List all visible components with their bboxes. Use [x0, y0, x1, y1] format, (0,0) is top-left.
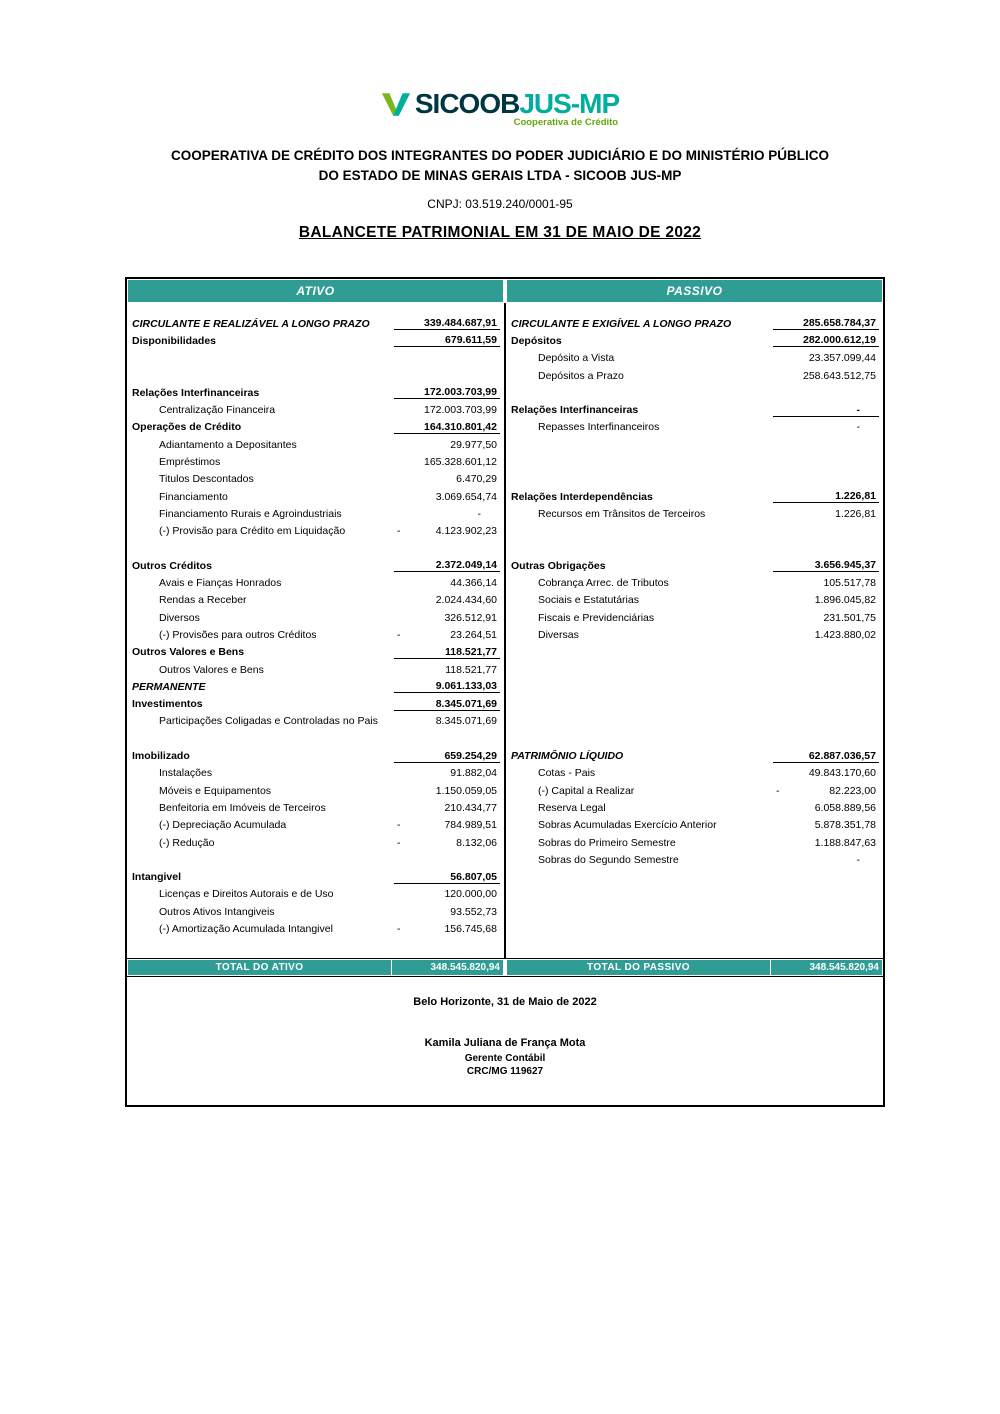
account-label: (-) Redução [159, 836, 215, 849]
account-label: Financiamento Rurais e Agroindustriais [159, 507, 342, 520]
account-value [394, 594, 500, 606]
account-value [394, 559, 500, 572]
ativo-row-0 [129, 315, 500, 332]
account-label: Recursos em Trânsitos de Terceiros [538, 507, 706, 520]
account-label: Imobilizado [132, 750, 190, 763]
account-value [773, 594, 879, 606]
account-label: Cotas - Pais [538, 767, 596, 780]
account-label: PATRIMÔNIO LÍQUIDO [511, 750, 624, 763]
ativo-row-26 [129, 765, 500, 782]
account-value [394, 715, 500, 727]
ativo-row-11 [129, 505, 500, 522]
value-text: 784.989,51 [444, 819, 497, 832]
ativo-row-18 [129, 626, 500, 643]
value-text: 120.000,00 [444, 888, 497, 901]
ativo-row-34 [129, 903, 500, 920]
ativo-row-25 [129, 747, 500, 764]
ativo-row-1 [129, 332, 500, 349]
account-label: Relações Interdependências [511, 490, 653, 503]
ativo-row-20 [129, 661, 500, 678]
value-text: 5.878.351,78 [814, 819, 876, 832]
passivo-row-9 [508, 471, 879, 488]
passivo-row-10 [508, 488, 879, 505]
total-ativo [128, 960, 503, 975]
ativo-row-5 [129, 401, 500, 418]
account-label: Depósitos [511, 334, 562, 347]
value-text: 659.254,29 [444, 749, 497, 762]
account-value [394, 906, 500, 918]
account-value [394, 317, 500, 330]
account-label: Disponibilidades [132, 334, 217, 347]
account-value [773, 819, 879, 831]
account-value [394, 456, 500, 468]
value-text: 56.807,05 [450, 870, 497, 883]
account-value [773, 837, 879, 849]
passivo-row-20 [508, 661, 879, 678]
account-value [394, 439, 500, 451]
account-value [394, 491, 500, 503]
passivo-row-26 [508, 765, 879, 782]
passivo-row-25 [508, 747, 879, 764]
account-value [394, 612, 500, 624]
total-passivo [507, 960, 882, 975]
account-value [773, 629, 879, 641]
account-value [773, 559, 879, 572]
account-label: PERMANENTE [132, 680, 206, 693]
value-text: 118.521,77 [445, 645, 497, 658]
minus-sign: - [397, 819, 401, 832]
value-text: 44.366,14 [450, 577, 497, 590]
passivo-row-22 [508, 696, 879, 713]
value-text: 2.024.434,60 [435, 594, 497, 607]
account-label: (-) Capital a Realizar [538, 784, 635, 797]
ativo-row-12 [129, 523, 500, 540]
signatory-registration: CRC/MG 119627 [466, 1065, 544, 1077]
account-label: Centralização Financeira [159, 404, 276, 417]
account-label: Depósito a Vista [538, 352, 615, 365]
value-text: 210.434,77 [444, 801, 497, 814]
account-label: Adiantamento a Depositantes [159, 438, 297, 451]
passivo-row-16 [508, 592, 879, 609]
account-label: Repasses Interfinanceiros [538, 421, 660, 434]
ativo-row-7 [129, 436, 500, 453]
ativo-row-24 [129, 730, 500, 747]
minus-sign: - [397, 923, 401, 936]
ativo-row-21 [129, 678, 500, 695]
ativo-row-8 [129, 453, 500, 470]
account-label: Rendas a Receber [159, 594, 247, 607]
account-label: Avais e Fianças Honrados [159, 577, 282, 590]
account-label: Empréstimos [159, 456, 221, 469]
ativo-column [127, 303, 506, 958]
ativo-row-15 [129, 574, 500, 591]
ativo-row-16 [129, 592, 500, 609]
ativo-row-33 [129, 886, 500, 903]
account-value [773, 767, 879, 779]
account-value [394, 785, 500, 797]
passivo-row-35 [508, 920, 879, 937]
account-label: Depósitos a Prazo [538, 369, 624, 382]
organization-name-line2: DO ESTADO DE MINAS GERAIS LTDA - SICOOB JUS-MP [318, 168, 682, 183]
ativo-row-32 [129, 869, 500, 886]
value-text: - [856, 403, 860, 416]
account-value [773, 334, 879, 347]
account-value [394, 819, 500, 831]
logo [0, 88, 1000, 128]
ativo-row-35 [129, 920, 500, 937]
account-value [773, 404, 879, 417]
account-value [394, 888, 500, 900]
account-value [394, 386, 500, 399]
passivo-row-31 [508, 851, 879, 868]
account-label: (-) Provisão para Crédito em Liquidação [159, 525, 346, 538]
account-label: Benfeitoria em Imóveis de Terceiros [159, 801, 326, 814]
value-text: 165.328.601,12 [424, 456, 497, 469]
value-text: 1.226,81 [835, 490, 876, 503]
account-value [773, 577, 879, 589]
account-value [394, 334, 500, 347]
passivo-row-5 [508, 401, 879, 418]
total-passivo-label: TOTAL DO PASSIVO [587, 961, 690, 973]
passivo-row-7 [508, 436, 879, 453]
account-value [773, 352, 879, 364]
value-text: 118.521,77 [445, 663, 497, 676]
account-value [394, 421, 500, 434]
account-value [773, 785, 879, 797]
ativo-row-22 [129, 696, 500, 713]
signature-section [127, 977, 883, 1105]
passivo-row-13 [508, 540, 879, 557]
value-text: 8.345.071,69 [435, 697, 497, 710]
value-text: 8.132,06 [456, 836, 497, 849]
account-label: Instalações [159, 767, 213, 780]
value-text: 6.058.889,56 [814, 801, 876, 814]
passivo-row-17 [508, 609, 879, 626]
account-label: Titulos Descontados [159, 473, 254, 486]
account-label: Investimentos [132, 698, 203, 711]
minus-sign: - [397, 836, 401, 849]
passivo-row-34 [508, 903, 879, 920]
passivo-row-23 [508, 713, 879, 730]
value-text: 29.977,50 [450, 438, 497, 451]
balance-table [125, 277, 885, 1107]
passivo-row-3 [508, 367, 879, 384]
total-passivo-value: 348.545.820,94 [770, 960, 882, 975]
passivo-row-2 [508, 350, 879, 367]
ativo-column-header: ATIVO [128, 280, 503, 302]
value-text: 3.069.654,74 [435, 490, 497, 503]
account-value [773, 370, 879, 382]
value-text: 62.887.036,57 [808, 749, 876, 762]
ativo-row-13 [129, 540, 500, 557]
account-label: Licenças e Direitos Autorais e de Uso [159, 888, 334, 901]
passivo-row-12 [508, 523, 879, 540]
account-label: Operações de Crédito [132, 421, 242, 434]
ativo-row-10 [129, 488, 500, 505]
value-text: 282.000.612,19 [803, 334, 876, 347]
account-value [394, 646, 500, 659]
account-label: Financiamento [159, 490, 228, 503]
passivo-row-11 [508, 505, 879, 522]
value-text: 164.310.801,42 [424, 420, 497, 433]
account-label: Sobras Acumuladas Exercício Anterior [538, 819, 717, 832]
value-text: 326.512,91 [444, 611, 497, 624]
sicoob-chevron-icon [381, 91, 411, 118]
place-date: Belo Horizonte, 31 de Maio de 2022 [413, 995, 597, 1008]
value-text: 3.656.945,37 [814, 559, 876, 572]
value-text: 1.226,81 [835, 507, 876, 520]
value-text: 6.470,29 [456, 473, 497, 486]
value-text: 49.843.170,60 [808, 767, 876, 780]
account-label: Diversos [159, 611, 200, 624]
passivo-column [506, 303, 883, 958]
account-label: Outros Ativos Intangiveis [159, 905, 275, 918]
passivo-row-28 [508, 799, 879, 816]
passivo-row-24 [508, 730, 879, 747]
value-text: 23.357.099,44 [808, 352, 876, 365]
passivo-row-30 [508, 834, 879, 851]
account-label: CIRCULANTE E EXIGÍVEL A LONGO PRAZO [511, 317, 732, 330]
account-value [394, 525, 500, 537]
account-value [773, 508, 879, 520]
ativo-row-6 [129, 419, 500, 436]
account-value [394, 508, 500, 520]
ativo-row-9 [129, 471, 500, 488]
value-text: - [856, 421, 860, 434]
account-label: Outros Valores e Bens [159, 663, 264, 676]
table-header-row [127, 279, 883, 303]
account-value [394, 404, 500, 416]
account-value [394, 767, 500, 779]
account-label: Outros Valores e Bens [132, 646, 245, 659]
account-label: Intangivel [132, 871, 182, 884]
account-value [394, 750, 500, 763]
ativo-row-14 [129, 557, 500, 574]
account-value [773, 421, 879, 433]
account-value [394, 837, 500, 849]
cnpj-line: CNPJ: 03.519.240/0001-95 [427, 197, 573, 211]
organization-name-line1: COOPERATIVA DE CRÉDITO DOS INTEGRANTES DO PODER JUDICIÁRIO E DO MINISTÉRIO PÚBLICO [170, 148, 830, 163]
value-text: 93.552,73 [450, 905, 497, 918]
value-text: 285.658.784,37 [803, 317, 876, 330]
account-value [394, 923, 500, 935]
total-ativo-value: 348.545.820,94 [391, 960, 503, 975]
ativo-row-3 [129, 367, 500, 384]
value-text: 1.188.847,63 [814, 836, 876, 849]
value-text: 1.423.880,02 [814, 628, 876, 641]
organization-name [0, 146, 1000, 186]
passivo-row-27 [508, 782, 879, 799]
logo-brand-text: SICOOB [414, 88, 520, 119]
ativo-row-19 [129, 644, 500, 661]
value-text: 679.611,59 [445, 334, 497, 347]
value-text: 231.501,75 [823, 611, 876, 624]
passivo-row-18 [508, 626, 879, 643]
value-text: 82.223,00 [829, 784, 876, 797]
total-row [127, 958, 883, 977]
account-label: (-) Provisões para outros Créditos [159, 628, 317, 641]
value-text: 9.061.133,03 [435, 680, 497, 693]
account-label: (-) Depreciação Acumulada [159, 819, 287, 832]
account-value [394, 802, 500, 814]
value-text: - [856, 853, 860, 866]
signatory-name: Kamila Juliana de França Mota [424, 1036, 586, 1049]
account-value [394, 629, 500, 641]
passivo-row-15 [508, 574, 879, 591]
passivo-row-8 [508, 453, 879, 470]
value-text: 2.372.049,14 [435, 559, 497, 572]
logo-tagline: Cooperativa de Crédito [513, 117, 619, 128]
account-label: Cobrança Arrec. de Tributos [538, 577, 669, 590]
ativo-row-31 [129, 851, 500, 868]
ativo-row-27 [129, 782, 500, 799]
value-text: 23.264,51 [450, 628, 497, 641]
account-label: Participações Coligadas e Controladas no Pais [159, 715, 378, 728]
account-label: Outros Créditos [132, 559, 212, 572]
passivo-row-1 [508, 332, 879, 349]
account-label: CIRCULANTE E REALIZÁVEL A LONGO PRAZO [132, 317, 370, 330]
account-value [394, 473, 500, 485]
total-ativo-label: TOTAL DO ATIVO [215, 961, 304, 973]
account-value [394, 698, 500, 711]
ativo-row-23 [129, 713, 500, 730]
account-value [773, 750, 879, 763]
value-text: - [477, 507, 481, 520]
account-value [773, 612, 879, 624]
ativo-row-28 [129, 799, 500, 816]
signatory-role: Gerente Contábil [464, 1052, 546, 1064]
passivo-row-4 [508, 384, 879, 401]
account-label: Diversas [538, 628, 579, 641]
account-label: Fiscais e Previdenciárias [538, 611, 655, 624]
minus-sign: - [397, 628, 401, 641]
value-text: 172.003.703,99 [424, 404, 497, 417]
account-value [394, 577, 500, 589]
account-value [773, 854, 879, 866]
minus-sign: - [776, 784, 780, 797]
table-body [127, 303, 883, 958]
passivo-row-21 [508, 678, 879, 695]
document-title: BALANCETE PATRIMONIAL EM 31 DE MAIO DE 2022 [298, 224, 702, 241]
passivo-row-32 [508, 869, 879, 886]
value-text: 105.517,78 [823, 577, 876, 590]
ativo-row-2 [129, 350, 500, 367]
passivo-column-header: PASSIVO [507, 280, 882, 302]
account-value [394, 871, 500, 884]
account-label: Reserva Legal [538, 801, 606, 814]
value-text: 258.643.512,75 [803, 369, 876, 382]
minus-sign: - [397, 525, 401, 538]
account-value [394, 664, 500, 676]
value-text: 156.745,68 [444, 923, 497, 936]
passivo-row-33 [508, 886, 879, 903]
account-value [773, 490, 879, 503]
account-value [773, 802, 879, 814]
account-label: Sociais e Estatutárias [538, 594, 639, 607]
passivo-row-19 [508, 644, 879, 661]
account-label: Outras Obrigações [511, 559, 606, 572]
value-text: 172.003.703,99 [424, 386, 497, 399]
ativo-row-17 [129, 609, 500, 626]
account-label: Móveis e Equipamentos [159, 784, 272, 797]
value-text: 1.896.045,82 [814, 594, 876, 607]
passivo-row-14 [508, 557, 879, 574]
account-label: (-) Amortização Acumulada Intangivel [159, 923, 333, 936]
value-text: 91.882,04 [450, 767, 497, 780]
account-value [394, 680, 500, 693]
value-text: 8.345.071,69 [435, 715, 497, 728]
value-text: 1.150.059,05 [435, 784, 497, 797]
account-label: Relações Interfinanceiras [511, 404, 639, 417]
ativo-row-30 [129, 834, 500, 851]
value-text: 339.484.687,91 [424, 317, 497, 330]
passivo-row-0 [508, 315, 879, 332]
passivo-row-29 [508, 817, 879, 834]
passivo-row-6 [508, 419, 879, 436]
account-label: Sobras do Primeiro Semestre [538, 836, 676, 849]
account-value [773, 317, 879, 330]
account-label: Sobras do Segundo Semestre [538, 853, 679, 866]
ativo-row-29 [129, 817, 500, 834]
ativo-row-4 [129, 384, 500, 401]
logo-suffix-text: JUS-MP [519, 88, 620, 119]
account-label: Relações Interfinanceiras [132, 386, 260, 399]
value-text: 4.123.902,23 [435, 525, 497, 538]
